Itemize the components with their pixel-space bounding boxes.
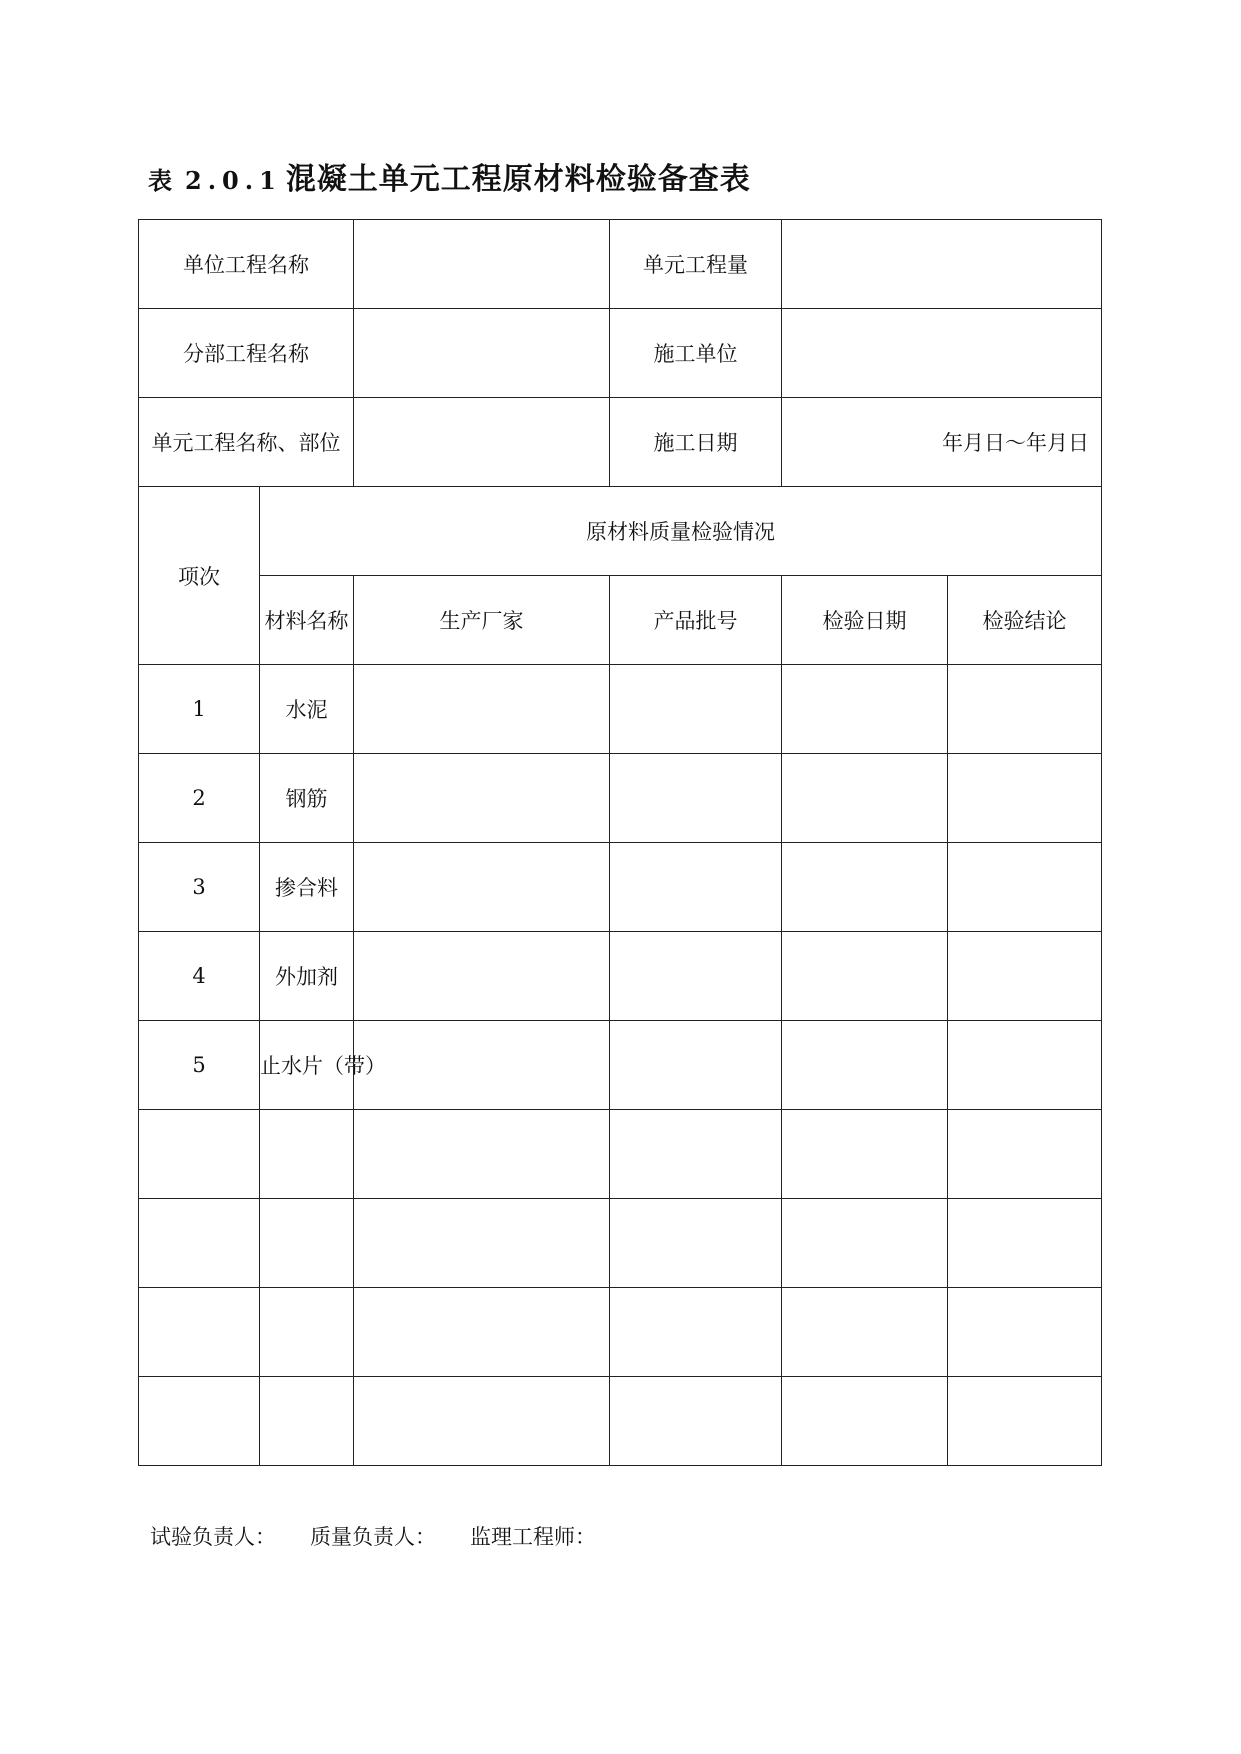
manufacturer-cell[interactable]	[354, 1199, 610, 1288]
item-number-cell: 1	[139, 665, 260, 754]
inspection-date-cell[interactable]	[782, 1377, 948, 1466]
inspection-date-cell[interactable]	[782, 843, 948, 932]
manufacturer-cell[interactable]	[354, 1288, 610, 1377]
info-row-unit-project	[139, 220, 1102, 309]
table-row	[139, 1021, 1102, 1110]
table-row	[139, 932, 1102, 1021]
item-number-cell: 5	[139, 1021, 260, 1110]
item-number-cell: 4	[139, 932, 260, 1021]
batch-number-cell[interactable]	[610, 1288, 782, 1377]
contractor-field[interactable]	[782, 309, 1102, 398]
item-number-cell: 3	[139, 843, 260, 932]
materials-header-row	[139, 487, 1102, 576]
manufacturer-cell[interactable]	[354, 843, 610, 932]
manufacturer-cell[interactable]	[354, 754, 610, 843]
inspection-result-cell[interactable]	[948, 1288, 1102, 1377]
title-number: 2.0.1	[185, 166, 282, 195]
material-name-cell: 掺合料	[260, 843, 354, 932]
item-number-cell	[139, 1110, 260, 1199]
table-row	[139, 1288, 1102, 1377]
page-title	[148, 160, 751, 201]
element-name-field[interactable]	[354, 398, 610, 487]
batch-number-cell[interactable]	[610, 1021, 782, 1110]
inspection-result-cell[interactable]	[948, 932, 1102, 1021]
inspection-date-cell[interactable]	[782, 1288, 948, 1377]
manufacturer-cell[interactable]	[354, 1377, 610, 1466]
material-name-cell	[260, 1377, 354, 1466]
inspection-date-cell[interactable]	[782, 1110, 948, 1199]
element-name-label: 单元工程名称、部位	[139, 398, 354, 487]
info-row-division	[139, 309, 1102, 398]
tester-signature-label: 试验负责人：	[150, 1525, 276, 1549]
inspection-result-cell[interactable]	[948, 1021, 1102, 1110]
contractor-label: 施工单位	[610, 309, 782, 398]
item-number-cell	[139, 1288, 260, 1377]
table-row	[139, 1377, 1102, 1466]
item-number-cell: 2	[139, 754, 260, 843]
batch-number-cell[interactable]	[610, 1199, 782, 1288]
inspection-result-cell[interactable]	[948, 843, 1102, 932]
inspection-result-cell[interactable]	[948, 665, 1102, 754]
column-header-material-name: 材料名称	[260, 576, 354, 665]
manufacturer-cell[interactable]	[354, 1110, 610, 1199]
item-number-header: 项次	[139, 487, 260, 665]
item-number-cell	[139, 1377, 260, 1466]
material-name-cell: 水泥	[260, 665, 354, 754]
column-header-batch-number: 产品批号	[610, 576, 782, 665]
material-name-cell	[260, 1199, 354, 1288]
column-header-inspection-date: 检验日期	[782, 576, 948, 665]
batch-number-cell[interactable]	[610, 932, 782, 1021]
material-name-cell	[260, 1288, 354, 1377]
inspection-result-cell[interactable]	[948, 1110, 1102, 1199]
inspection-date-cell[interactable]	[782, 932, 948, 1021]
unit-project-label: 单位工程名称	[139, 220, 354, 309]
division-field[interactable]	[354, 309, 610, 398]
inspection-date-cell[interactable]	[782, 1199, 948, 1288]
signature-line	[150, 1522, 596, 1552]
batch-number-cell[interactable]	[610, 665, 782, 754]
table-row	[139, 843, 1102, 932]
material-name-cell: 钢筋	[260, 754, 354, 843]
element-quantity-label: 单元工程量	[610, 220, 782, 309]
inspection-table	[138, 219, 1102, 1466]
table-row	[139, 1199, 1102, 1288]
materials-column-header-row	[139, 576, 1102, 665]
materials-section-header: 原材料质量检验情况	[260, 487, 1102, 576]
batch-number-cell[interactable]	[610, 1377, 782, 1466]
info-row-element	[139, 398, 1102, 487]
inspection-result-cell[interactable]	[948, 754, 1102, 843]
manufacturer-cell[interactable]	[354, 932, 610, 1021]
material-rows	[139, 665, 1102, 1466]
material-name-cell: 外加剂	[260, 932, 354, 1021]
column-header-inspection-result: 检验结论	[948, 576, 1102, 665]
column-header-manufacturer: 生产厂家	[354, 576, 610, 665]
item-number-cell	[139, 1199, 260, 1288]
inspection-date-cell[interactable]	[782, 754, 948, 843]
table-row	[139, 754, 1102, 843]
title-text: 混凝土单元工程原材料检验备查表	[285, 162, 751, 197]
table-row	[139, 665, 1102, 754]
supervisor-signature-label: 监理工程师：	[470, 1525, 596, 1549]
element-quantity-field[interactable]	[782, 220, 1102, 309]
inspection-result-cell[interactable]	[948, 1199, 1102, 1288]
manufacturer-cell[interactable]	[354, 665, 610, 754]
quality-signature-label: 质量负责人：	[310, 1525, 436, 1549]
inspection-date-cell[interactable]	[782, 665, 948, 754]
construction-date-label: 施工日期	[610, 398, 782, 487]
division-label: 分部工程名称	[139, 309, 354, 398]
inspection-result-cell[interactable]	[948, 1377, 1102, 1466]
table-row	[139, 1110, 1102, 1199]
batch-number-cell[interactable]	[610, 843, 782, 932]
unit-project-field[interactable]	[354, 220, 610, 309]
material-name-cell	[260, 1110, 354, 1199]
title-prefix: 表	[148, 166, 173, 195]
batch-number-cell[interactable]	[610, 1110, 782, 1199]
material-name-cell: 止水片（带）	[260, 1021, 354, 1110]
construction-date-field[interactable]: 年月日～年月日	[782, 398, 1102, 487]
inspection-date-cell[interactable]	[782, 1021, 948, 1110]
batch-number-cell[interactable]	[610, 754, 782, 843]
manufacturer-cell[interactable]	[354, 1021, 610, 1110]
